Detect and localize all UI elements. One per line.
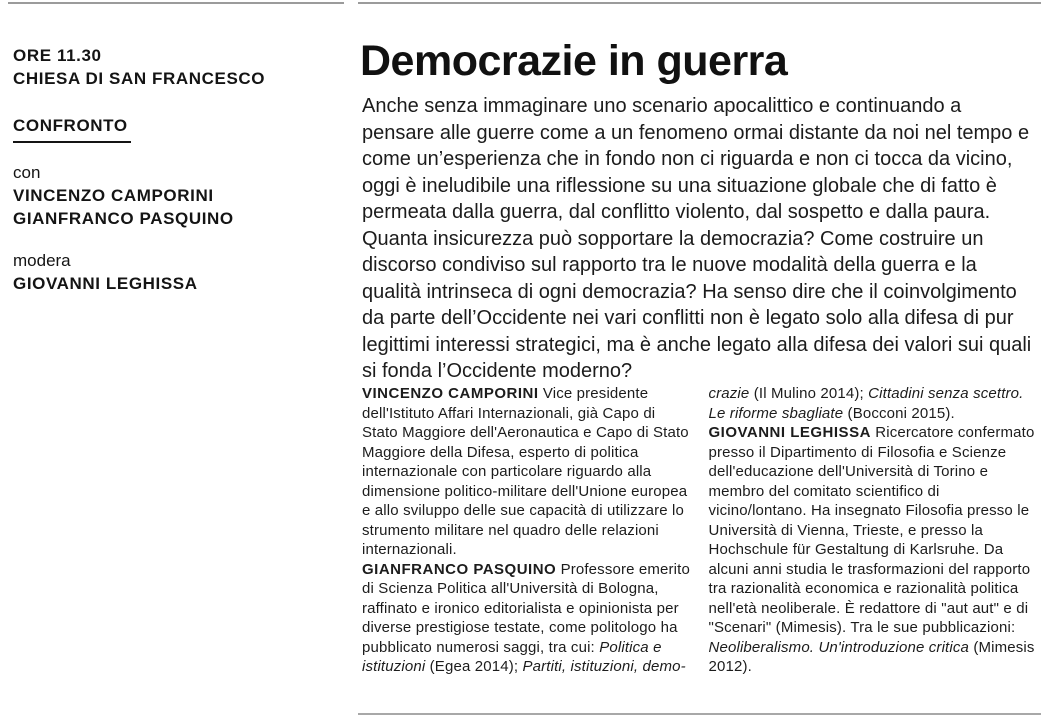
bio-text-camporini: Vice presidente dell'Istituto Affari Internazionali, già Capo di Stato Maggiore dell'Aeronautica e Capo di Stato Maggiore della Difesa, esperto di politica internazionale con particolare riguardo alla dimensione politico-militare dell'Unione europea e allo sviluppo delle sue capacità di utilizzare lo strumento militare nel quadro delle relazioni internazionali. xyxy=(362,385,689,558)
bio-text-pasquino: Professore emerito di Scienza Politica all'Università di Bologna, raffinato e ironico editorialista e opinionista per diverse prestigiose testate, come politologo ha pubblicato numerosi saggi, tra cui: xyxy=(362,560,690,656)
top-rule-main xyxy=(358,2,1041,4)
event-category-label: CONFRONTO xyxy=(13,114,131,143)
event-time: ORE 11.30 xyxy=(13,46,102,65)
moderator-name: GIOVANNI LEGHISSA xyxy=(13,274,198,293)
event-speakers xyxy=(13,161,234,230)
bio-pasquino xyxy=(362,560,695,677)
book-publisher: (Mimesis 2012). xyxy=(708,638,1035,675)
speaker-name: GIANFRANCO PASQUINO xyxy=(13,209,234,228)
book-publisher: (Il Mulino 2014); xyxy=(749,385,869,402)
event-description: Anche senza immaginare uno scenario apocalittico e continuando a pensare alle guerre come a un fenomeno ormai distante da noi nel tempo e come un’esperienza che in fondo non ci riguarda e non ci tocca da vicino, oggi è ineludibile una riflessione su una situazione globale che di fatto è permeata dalla guerra, dal conflitto violento, dal sospetto e dalla paura. Quanta insicurezza può sopportare la democrazia? Come costruire un discorso condiviso sul rapporto tra le nuove modalità della guerra e la qualità intrinseca di ogni democrazia? Ha senso dire che il coinvolgimento da parte dell’Occidente nei vari conflitti non è legato solo alla difesa di pur legittimi interessi strategici, ma è anche legato alla difesa dei valori sui quali si fonda l’Occidente moderno? xyxy=(362,95,1032,382)
speakers-intro-label: con xyxy=(13,163,41,182)
speaker-bios xyxy=(362,384,1041,677)
book-title: Cittadini senza scettro. Le riforme sbagliate xyxy=(708,385,1024,422)
moderator-intro-label: modera xyxy=(13,251,71,270)
bio-name-leghissa: GIOVANNI LEGHISSA xyxy=(708,424,871,441)
speaker-name: VINCENZO CAMPORINI xyxy=(13,186,214,205)
event-venue: CHIESA DI SAN FRANCESCO xyxy=(13,69,266,88)
bio-text-leghissa: Ricercatore confermato presso il Dipartimento di Filosofia e Scienze dell'educazione dell'Università di Torino e membro del comitato scientifico di vicino/lontano. Ha insegnato Filosofia presso le Università di Vienna, Trieste, e presso la Hochschule für Gestaltung di Karlsruhe. Da alcuni anni studia le trasformazioni del rapporto tra razionalità economica e razionalità politica nell'età neoliberale. È redattore di "aut aut" e di "Scenari" (Mimesis). Tra le sue pubblicazioni: xyxy=(708,424,1035,636)
book-publisher: (Egea 2014); xyxy=(425,658,523,675)
bio-leghissa xyxy=(709,423,1041,677)
bio-camporini xyxy=(362,384,695,560)
top-rule-sidebar xyxy=(8,2,344,4)
event-when-where xyxy=(13,44,265,90)
page-title: Democrazie in guerra xyxy=(360,36,788,85)
event-category xyxy=(13,114,131,143)
book-title: Politica e istituzioni xyxy=(362,638,662,675)
book-title: Neoliberalismo. Un'introduzione critica xyxy=(708,638,969,656)
bio-pasquino-continued xyxy=(709,384,1041,423)
bio-name-camporini: VINCENZO CAMPORINI xyxy=(362,385,539,402)
book-publisher: (Bocconi 2015). xyxy=(843,404,955,422)
book-title: crazie xyxy=(708,385,750,402)
bio-column-right xyxy=(709,384,1041,677)
bio-column-left xyxy=(362,384,695,677)
bottom-rule-main xyxy=(358,713,1041,715)
event-moderator xyxy=(13,249,198,295)
bio-name-pasquino: GIANFRANCO PASQUINO xyxy=(362,560,557,578)
book-title: Partiti, istituzioni, demo- xyxy=(522,658,686,675)
